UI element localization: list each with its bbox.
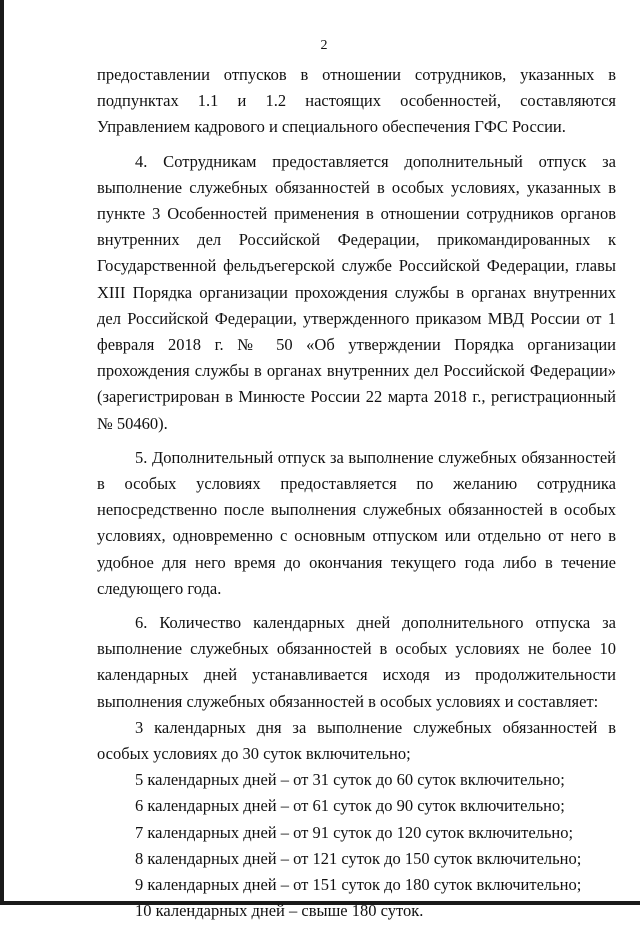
list-item: 6 календарных дней – от 61 суток до 90 суток включительно; <box>135 796 565 816</box>
paragraph-4: 4. Сотрудникам предоставляется дополнительный отпуск за выполнение служебных обязанностей в особых условиях, указанных в пункте 3 Особенностей применения в отношении сотрудников органов внутренних дел Российской Федерации, прикомандированных к Государственной фельдъегерской службе Российской Федерации, главы XIII Порядка организации прохождения службы в органах внутренних дел Российской Федерации, утвержденного приказом МВД России от 1 февраля 2018 г. № 50 «Об утверждении Порядка организации прохождения службы в органах внутренних дел Российской Федерации» (зарегистрирован в Минюсте России 22 марта 2018 г., регистрационный № 50460). <box>97 151 616 433</box>
list-item: 5 календарных дней – от 31 суток до 60 суток включительно; <box>135 770 565 790</box>
document-body <box>97 62 616 925</box>
list-item: 10 календарных дней – свыше 180 суток. <box>135 901 424 921</box>
list-item: 3 календарных дня за выполнение служебных обязанностей в особых условиях до 30 суток включительно; <box>97 717 616 764</box>
paragraph-6: 6. Количество календарных дней дополнительного отпуска за выполнение служебных обязанностей в особых условиях не более 10 календарных дней устанавливается исходя из продолжительности выполнения служебных обязанностей в особых условиях и составляет: <box>97 613 616 711</box>
paragraph-5: 5. Дополнительный отпуск за выполнение служебных обязанностей в особых условиях предоставляется по желанию сотрудника непосредственно после выполнения служебных обязанностей в особых условиях, одновременно с основным отпуском или отдельно от него в удобное для него время до окончания текущего года либо в течение следующего года. <box>97 447 616 598</box>
list-item: 9 календарных дней – от 151 суток до 180 суток включительно; <box>135 875 582 895</box>
list-item: 8 календарных дней – от 121 суток до 150 суток включительно; <box>135 848 582 868</box>
list-item: 7 календарных дней – от 91 суток до 120 суток включительно; <box>135 822 574 842</box>
paragraph-continuation: предоставлении отпусков в отношении сотрудников, указанных в подпунктах 1.1 и 1.2 настоящих особенностей, составляются Управлением кадрового и специального обеспечения ГФС России. <box>97 65 616 137</box>
page-number: 2 <box>320 38 328 53</box>
